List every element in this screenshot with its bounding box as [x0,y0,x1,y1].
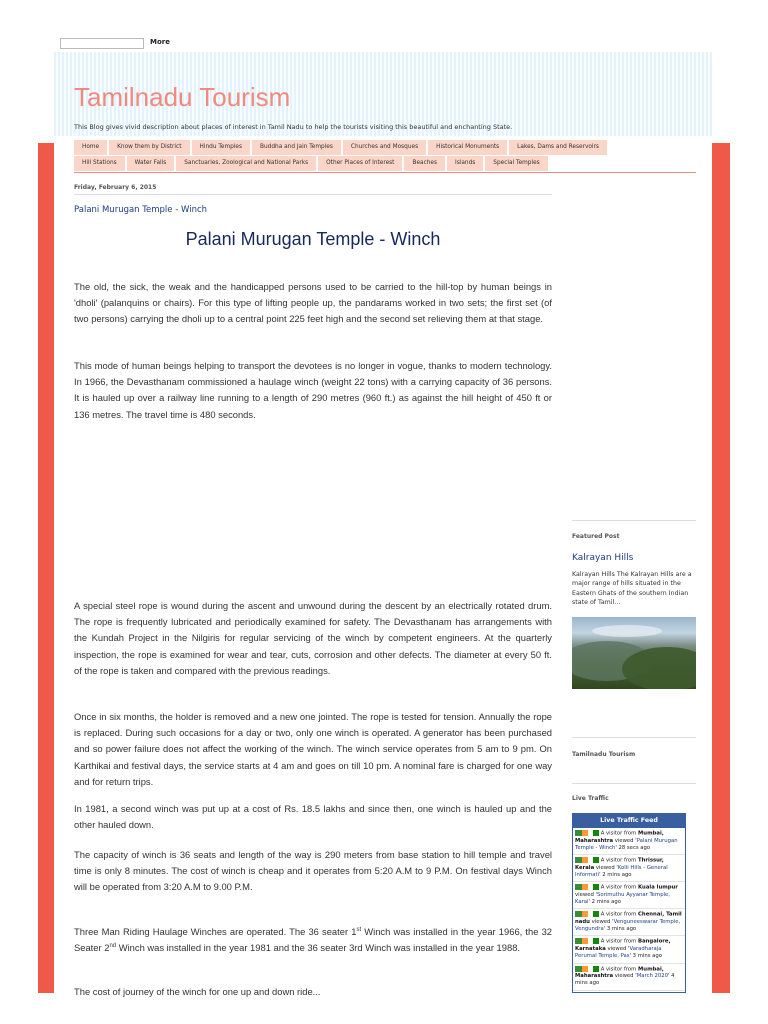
feed-text: A visitor from [600,938,639,945]
tab-hindu-temples[interactable]: Hindu Temples [192,140,251,155]
feed-item [573,828,685,855]
feed-page-link[interactable]: Varadharaja Perumal Temple, Pas [575,946,662,960]
right-decor-bar [712,143,730,993]
p7-part-c: Winch was installed in the year 1981 and the 36 seater 3rd Winch was installed in the year 1988. [116,942,521,954]
post-paragraph-7 [74,924,552,956]
blog-description: This Blog gives vivid description about places of interest in Tamil Nadu to help the tourists visiting this beautiful and enchanting State. [74,123,513,131]
feed-page-link[interactable]: Kolli Hills - General Informati [575,864,668,879]
p7-sup-1: st [356,926,362,933]
tab-islands[interactable]: Islands [447,156,483,171]
feed-text: viewed ' [594,864,618,871]
live-traffic-heading: Live Traffic [572,795,609,802]
tab-home[interactable]: Home [74,140,107,155]
p7-sup-2: nd [109,943,117,950]
feed-text: A visitor from [600,966,639,973]
post-paragraph-4: Once in six months, the holder is removed and a new one jointed. The rope is tested for tension. Annually the rope is replaced. During such occasions for a day or two, only one winch is operated. A generator has been purchased and so power failure does not affect the working of the winch. The winch service operates from 5 am to 9 pm. On Karthikai and festival days, the service starts at 4 am and goes on till 10 pm. A nominal fare is charged for one way and for return trips. [74,711,552,787]
blog-title[interactable]: Tamilnadu Tourism [74,82,291,112]
navbar-more-link[interactable]: More [150,38,170,46]
feed-page-link[interactable]: March 2020 [636,973,668,980]
tab-churches-mosques[interactable]: Churches and Mosques [343,140,426,155]
feed-time: ' 2 mins ago [599,872,632,879]
feed-time: ' 4 mins ago [575,973,675,987]
feed-item [573,855,685,882]
feed-title[interactable]: Live Traffic Feed [573,814,685,828]
navbar-search-input[interactable] [60,38,144,49]
feed-text: A visitor from [600,884,639,891]
post-paragraph-8: The cost of journey of the winch for one up and down ride... [74,986,321,997]
traffic-divider [572,783,696,784]
feed-text: viewed ' [613,837,637,844]
tab-water-falls[interactable]: Water Falls [127,156,175,171]
feed-place: Bangalore, Karnataka [575,938,671,953]
feed-text: A visitor from [600,911,639,918]
p7-part-b: Winch was installed in the year 1966, the 32 Seater 2 [74,926,553,954]
feed-page-link[interactable]: Venguneeswarar Temple, Vengundra [575,919,681,933]
post-title-link[interactable]: Palani Murugan Temple - Winch [74,205,208,215]
feed-place: Chennai, Tamil nadu [575,911,682,926]
feed-text: A visitor from [600,830,639,837]
post-paragraph-1: The old, the sick, the weak and the handicapped persons used to be carried to the hill-top by human beings in 'dholi' (palanquins or chairs). For this type of lifting people up, the pandarams worked in two sets; the first set (of two persons) carrying the dholi up to a central point 225 feet high and the second set relieving them at that stage. [74,281,552,325]
tab-row-2 [74,156,696,171]
flag-icon [575,911,599,917]
live-traffic-feed [572,813,686,993]
page-tabs [74,140,696,172]
feed-text: viewed ' [589,919,614,926]
post-paragraph-5: In 1981, a second winch was put up at a cost of Rs. 18.5 lakhs and since then, one winch is hauled up and the other hauled down. [74,803,552,831]
feed-place: Kuala lumpur [638,884,678,891]
tab-other-places[interactable]: Other Places of Interest [318,156,402,171]
flag-icon [575,966,599,972]
feed-time: ' 3 mins ago [603,926,637,933]
tab-beaches[interactable]: Beaches [404,156,445,171]
featured-post-snippet: Kalrayan Hills The Kalrayan Hills are a major range of hills situated in the Eastern Ghats of the southern Indian state of Tamil... [572,571,692,606]
featured-post-title[interactable]: Kalrayan Hills [572,553,634,563]
flag-icon [575,938,599,944]
tab-row-1 [74,140,696,155]
feed-page-link[interactable]: Sorimuthu Ayyanar Temple, Karai [575,891,670,906]
tab-historical[interactable]: Historical Monuments [428,140,507,155]
image-hill [622,647,696,689]
featured-post-heading: Featured Post [572,533,620,540]
featured-divider [572,520,696,521]
feed-page-link[interactable]: Palani Murugan Temple - Winch [575,837,678,851]
tab-hill-stations[interactable]: Hill Stations [74,156,125,171]
tab-special-temples[interactable]: Special Temples [485,156,547,171]
post-paragraph-6: The capacity of winch is 36 seats and length of the way is 290 meters from base station to hill temple and travel time is only 8 minutes. The cost of winch is cheap and it operates from 5:20 A.M to 9 P.M. On festival days Winch will be operated from 3:20 A.M to 9.00 P.M. [74,849,552,893]
feed-time: ' 28 secs ago [615,844,651,851]
feed-place: Mumbai, Maharashtra [575,830,664,844]
tab-sanctuaries[interactable]: Sanctuaries, Zoological and National Parks [176,156,316,171]
post-heading: Palani Murugan Temple - Winch [185,229,441,249]
feed-time: ' 3 mins ago [629,953,663,960]
flag-icon [575,884,599,890]
image-cloud [592,625,662,637]
tab-lakes-dams[interactable]: Lakes, Dams and Reservoirs [509,140,607,155]
p7-part-a: Three Man Riding Haulage Winches are operated. The 36 seater 1 [74,926,357,937]
feed-item [573,909,685,936]
feed-text: viewed ' [605,946,630,953]
left-decor-bar [38,143,54,993]
blogger-navbar [0,0,768,52]
tab-buddha-jain[interactable]: Buddha and Jain Temples [252,140,341,155]
feed-text: A visitor from [600,857,639,864]
feed-item [573,882,685,909]
post-date: Friday, February 6, 2015 [74,184,157,191]
date-divider [74,194,552,195]
feed-text: viewed ' [575,891,597,898]
feed-item [573,964,685,991]
tt-divider [572,737,696,738]
flag-icon [575,857,599,863]
tab-district[interactable]: Know them by District [109,140,189,155]
feed-place: Mumbai, Maharashtra [575,966,664,980]
feed-place: Thrissur, Kerala [575,857,664,871]
tamilnadu-tourism-heading: Tamilnadu Tourism [572,751,636,758]
flag-icon [575,830,599,836]
tabs-divider [74,172,696,173]
post-paragraph-2: This mode of human beings helping to transport the devotees is no longer in vogue, thanks to modern technology. In 1966, the Devasthanam commissioned a haulage winch (weight 22 tons) with a carrying capacity of 36 persons. It is hauled up over a railway line running to a length of 290 metres (960 ft.) as against the hill height of 450 ft or 136 metres. The travel time is 480 seconds. [74,360,552,420]
post-paragraph-3: A special steel rope is wound during the ascent and unwound during the descent by an electrically rotated drum. The rope is frequently lubricated and periodically examined for safety. The Devasthanam has arrangements with the Kundah Project in the Nilgiris for regular servicing of the winch by competent engineers. At the quarterly inspection, the rope is examined for wear and tear, cuts, corrosion and other defects. The diameter at every 50 ft. of the rope is taken and compared with the previous readings. [74,600,552,676]
feed-text: viewed ' [613,973,637,980]
feed-time: ' 2 mins ago [588,899,622,906]
featured-post-image[interactable] [572,617,696,689]
feed-item [573,936,685,963]
